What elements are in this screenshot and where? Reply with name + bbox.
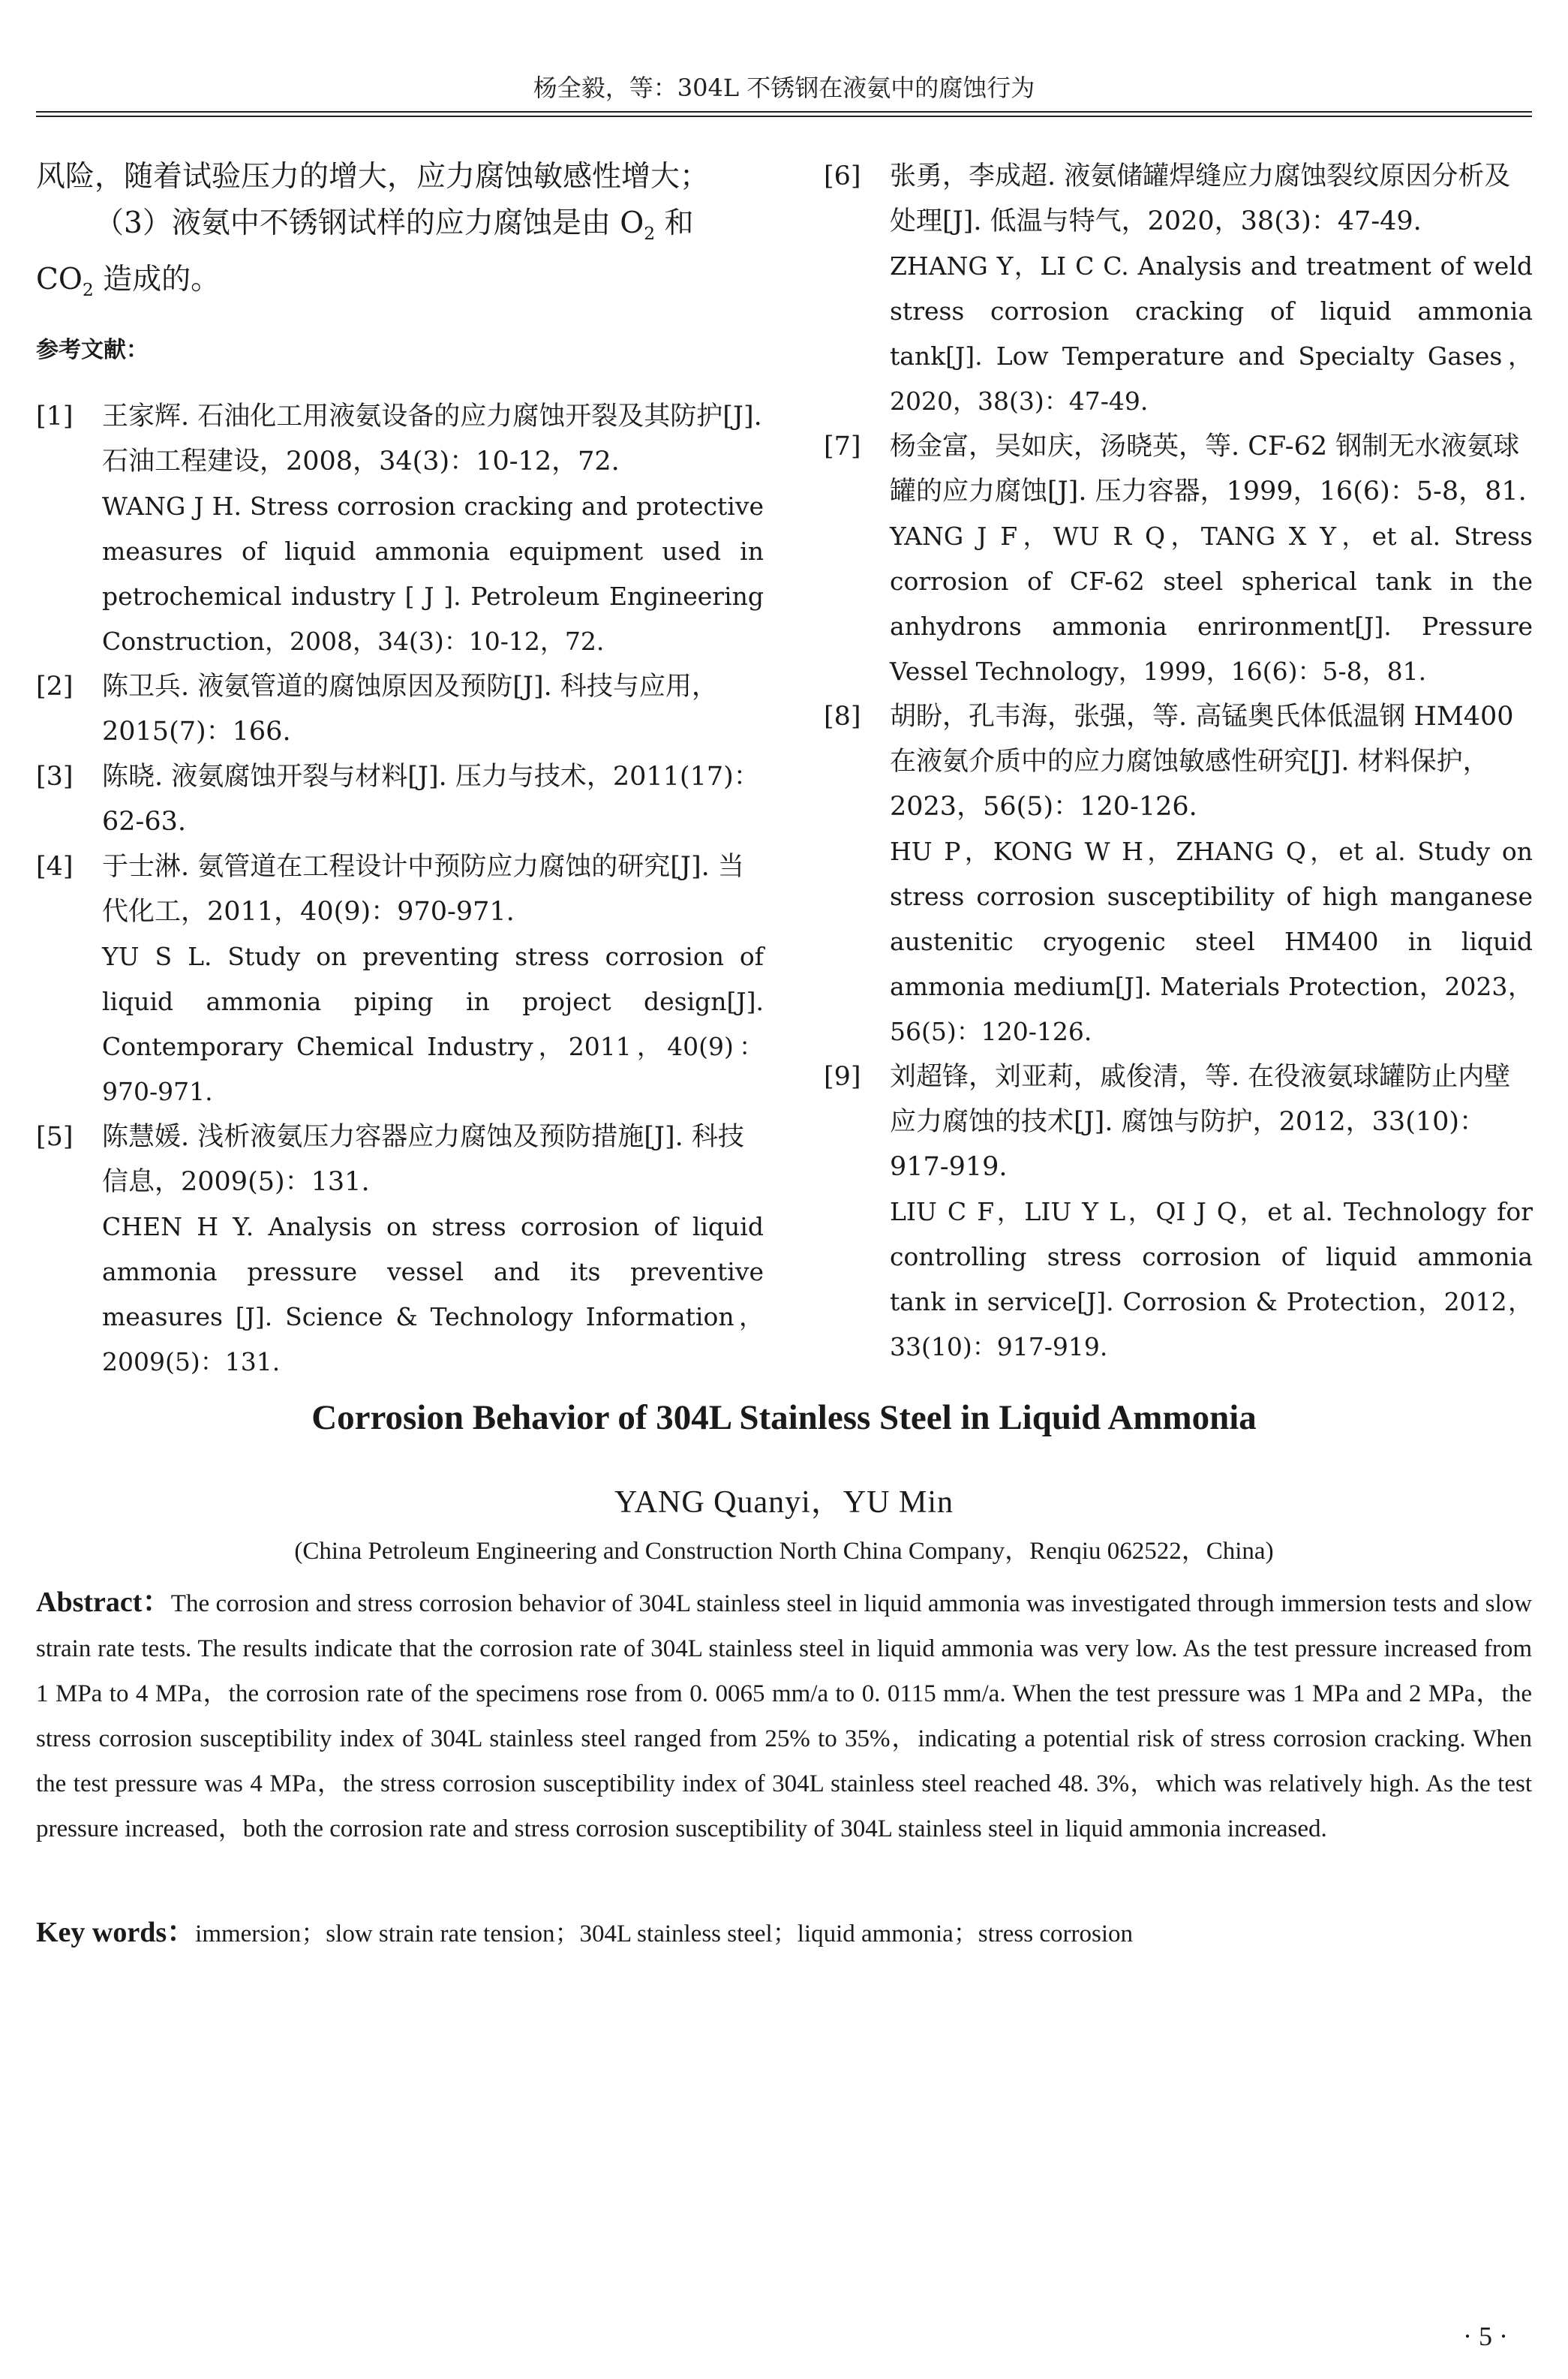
reference-en: LIU C F，LIU Y L，QI J Q，et al. Technology for controlling stress corrosion of liquid ammonia tank in service[J]. Corrosion & Protection，2012，33(10)：917-919. (890, 1197, 1533, 1361)
reference-en: CHEN H Y. Analysis on stress corrosion of liquid ammonia pressure vessel and its preventive measures [J]. Science & Technology Information，2009(5)：131. (102, 1211, 764, 1376)
reference-zh: 张勇，李成超. 液氨储罐焊缝应力腐蚀裂纹原因分析及处理[J]. 低温与特气，2020，38(3)：47-49. (890, 161, 1511, 236)
english-authors: YANG Quanyi，YU Min (614, 1485, 954, 1520)
reference-number: [4] (36, 851, 74, 882)
reference-number: [5] (36, 1121, 74, 1152)
reference-5 (36, 1114, 764, 1385)
o2-subscript: 2 (644, 222, 656, 244)
reference-8 (824, 694, 1533, 1054)
reference-number: [9] (824, 1062, 861, 1092)
running-head: 杨全毅，等：304L 不锈钢在液氨中的腐蚀行为 (533, 74, 1035, 102)
right-column (824, 154, 1533, 1370)
abstract-label: Abstract： (36, 1587, 171, 1618)
reference-en: WANG J H. Stress corrosion cracking and protective measures of liquid ammonia equipment used in petrochemical industry [ J ]. Petroleum Engineering Construction，2008，34(3)：10-12，72. (102, 491, 764, 656)
reference-9 (824, 1054, 1533, 1370)
english-abstract (36, 1580, 1532, 1851)
left-column (36, 154, 764, 1385)
body-line-3-text: CO (36, 262, 83, 296)
references-heading: 参考文献： (36, 336, 149, 363)
keywords-text: immersion；slow strain rate tension；304L stainless steel；liquid ammonia；stress corrosion (195, 1920, 1133, 1947)
body-line-2-suffix: 和 (655, 206, 694, 240)
reference-zh: 于士淋. 氨管道在工程设计中预防应力腐蚀的研究[J]. 当代化工，2011，40(9)：970-971. (102, 851, 744, 927)
reference-zh: 王家辉. 石油化工用液氨设备的应力腐蚀开裂及其防护[J]. 石油工程建设，2008，34(3)：10-12，72. (102, 401, 762, 477)
reference-en: HU P，KONG W H，ZHANG Q，et al. Study on stress corrosion susceptibility of high manganese austenitic cryogenic steel HM400 in liquid ammonia medium[J]. Materials Protection，2023，56(5)：120-126. (890, 837, 1533, 1046)
reference-en: YANG J F，WU R Q，TANG X Y，et al. Stress corrosion of CF-62 steel spherical tank in the anhydrons ammonia enrironment[J]. Pressure Vessel Technology，1999，16(6)：5-8，81. (890, 522, 1533, 686)
co2-subscript: 2 (82, 278, 94, 300)
reference-3 (36, 754, 764, 844)
reference-zh: 陈卫兵. 液氨管道的腐蚀原因及预防[J]. 科技与应用，2015(7)：166. (102, 671, 718, 747)
header-rule-bottom (36, 116, 1532, 117)
reference-number: [6] (824, 161, 861, 191)
reference-2 (36, 664, 764, 754)
body-line-3-suffix: 造成的。 (93, 262, 221, 296)
reference-1 (36, 394, 764, 664)
body-line-3 (36, 257, 764, 313)
reference-zh: 胡盼，孔韦海，张强，等. 高锰奥氏体低温钢 HM400 在液氨介质中的应力腐蚀敏感性研究[J]. 材料保护，2023，56(5)：120-126. (890, 702, 1514, 822)
reference-7 (824, 424, 1533, 694)
reference-en: ZHANG Y，LI C C. Analysis and treatment of weld stress corrosion cracking of liquid ammonia tank[J]. Low Temperature and Specialty Gases，2020，38(3)：47-49. (890, 251, 1533, 416)
page-number: · 5 · (1463, 2321, 1508, 2351)
reference-4 (36, 844, 764, 1114)
keywords-label: Key words： (36, 1917, 196, 1948)
abstract-text: The corrosion and stress corrosion behavior of 304L stainless steel in liquid ammonia was investigated through immersion tests and slow strain rate tests. The results indicate that the corrosion rate of 304L stainless steel in liquid ammonia was very low. As the test pressure increased from 1 MPa to 4 MPa，the corrosion rate of the specimens rose from 0. 0065 mm/a to 0. 0115 mm/a. When the test pressure was 1 MPa and 2 MPa，the stress corrosion susceptibility index of 304L stainless steel ranged from 25% to 35%，indicating a potential risk of stress corrosion cracking. When the test pressure was 4 MPa，the stress corrosion susceptibility index of 304L stainless steel reached 48. 3%，which was relatively high. As the test pressure increased，both the corrosion rate and stress corrosion susceptibility of 304L stainless steel in liquid ammonia increased. (36, 1590, 1532, 1842)
english-affiliation: (China Petroleum Engineering and Construction North China Company，Renqiu 062522，China) (294, 1538, 1274, 1565)
body-line-1: 风险，随着试验压力的增大，应力腐蚀敏感性增大； (36, 160, 710, 194)
reference-en: YU S L. Study on preventing stress corrosion of liquid ammonia piping in project design[J]. Contemporary Chemical Industry，2011，40(9)：970-971. (102, 941, 764, 1106)
english-keywords (36, 1910, 1532, 1956)
reference-zh: 陈慧媛. 浅析液氨压力容器应力腐蚀及预防措施[J]. 科技信息，2009(5)：131. (102, 1121, 744, 1197)
body-line-2-text: （3）液氨中不锈钢试样的应力腐蚀是由 O (95, 206, 644, 240)
header-rule-top (36, 111, 1532, 113)
english-title: Corrosion Behavior of 304L Stainless Steel in Liquid Ammonia (311, 1398, 1257, 1437)
reference-zh: 杨金富，吴如庆，汤晓英，等. CF-62 钢制无水液氨球罐的应力腐蚀[J]. 压力容器，1999，16(6)：5-8，81. (890, 432, 1527, 507)
reference-zh: 刘超锋，刘亚莉，戚俊清，等. 在役液氨球罐防止内壁应力腐蚀的技术[J]. 腐蚀与防护，2012，33(10)：917-919. (890, 1062, 1511, 1182)
reference-zh: 陈晓. 液氨腐蚀开裂与材料[J]. 压力与技术，2011(17)：62-63. (102, 761, 760, 837)
reference-number: [2] (36, 671, 74, 702)
reference-number: [7] (824, 432, 861, 462)
reference-number: [8] (824, 702, 861, 732)
reference-number: [3] (36, 761, 74, 792)
reference-number: [1] (36, 401, 74, 432)
reference-6 (824, 154, 1533, 424)
body-line-2 (36, 200, 764, 257)
